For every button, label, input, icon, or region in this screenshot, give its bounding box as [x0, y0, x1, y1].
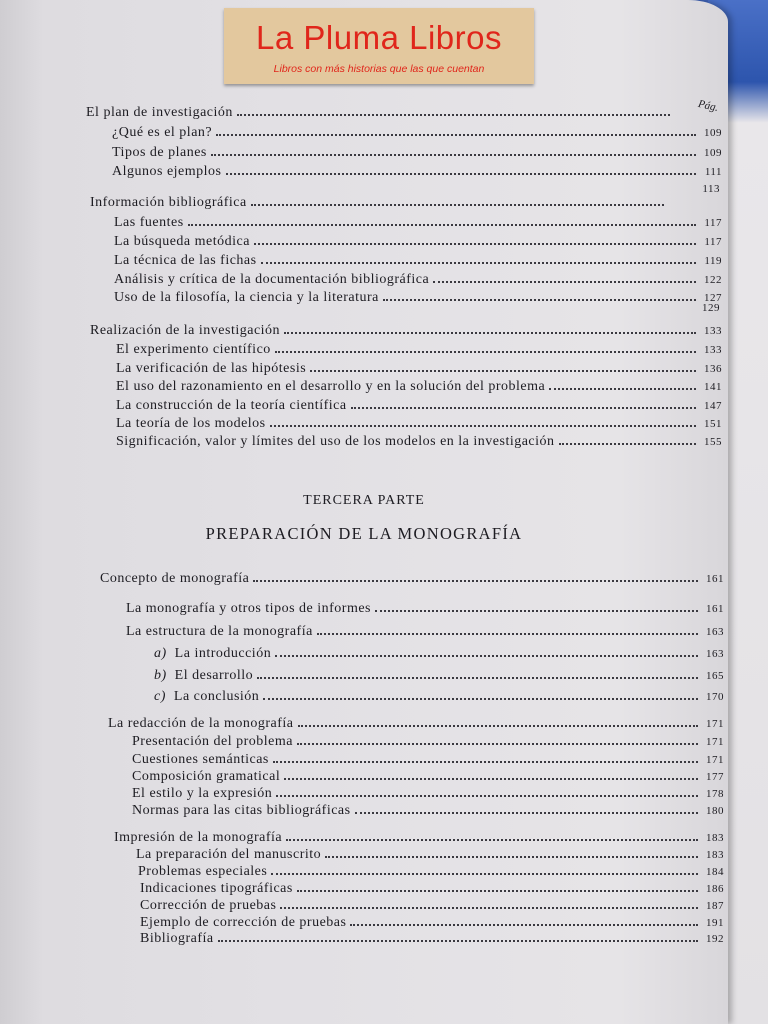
toc-entry: La redacción de la monografía 171: [108, 716, 724, 731]
toc-entry: b) El desarrollo 165: [154, 668, 724, 683]
bookstore-sticker: [224, 8, 534, 84]
toc-entry: Realización de la investigación 133: [90, 323, 722, 338]
toc-entry: La estructura de la monografía 163: [126, 624, 724, 639]
toc-entry: El estilo y la expresión 178: [132, 786, 724, 801]
toc-entry: Indicaciones tipográficas 186: [140, 881, 724, 896]
toc-entry: Cuestiones semánticas 171: [132, 752, 724, 767]
toc-entry: La búsqueda metódica 117: [114, 234, 722, 249]
toc-entry: La monografía y otros tipos de informes 161: [126, 601, 724, 616]
toc-entry: La construcción de la teoría científica 147: [116, 398, 722, 413]
part-label: TERCERA PARTE: [303, 493, 425, 508]
toc-entry: Impresión de la monografía 183: [114, 830, 724, 845]
sticker-brand: La Pluma Libros: [256, 19, 502, 56]
toc-entry: Corrección de pruebas 187: [140, 898, 724, 913]
toc-entry: Análisis y crítica de la documentación bibliográfica 122: [114, 272, 722, 287]
toc-page-number: 113: [702, 183, 720, 195]
toc-entry: El uso del razonamiento en el desarrollo y en la solución del problema 141: [116, 379, 722, 394]
toc-entry: Uso de la filosofía, la ciencia y la literatura 127: [114, 290, 722, 305]
toc-entry: Las fuentes 117: [114, 215, 722, 230]
toc-entry: Significación, valor y límites del uso de los modelos en la investigación 155: [116, 434, 722, 449]
toc-entry: Presentación del problema 171: [132, 734, 724, 749]
sticker-slogan: Libros con más historias que las que cuentan: [273, 63, 485, 75]
toc-entry: La preparación del manuscrito 183: [136, 847, 724, 862]
toc-entry: Normas para las citas bibliográficas 180: [132, 803, 724, 818]
toc-entry: La verificación de las hipótesis 136: [116, 361, 722, 376]
toc-entry: La teoría de los modelos 151: [116, 416, 722, 431]
toc-entry: c) La conclusión 170: [154, 689, 724, 704]
toc-entry: El plan de investigación: [86, 105, 696, 121]
page-column-label: Pág.: [696, 98, 720, 114]
toc-entry: La técnica de las fichas 119: [114, 253, 722, 268]
toc-entry: Bibliografía 192: [140, 931, 724, 946]
toc-entry: Tipos de planes 109: [112, 145, 722, 160]
toc-entry: El experimento científico 133: [116, 342, 722, 357]
toc-entry: Concepto de monografía 161: [100, 571, 724, 586]
toc-entry: a) La introducción 163: [154, 646, 724, 661]
toc-page-number: 129: [702, 302, 720, 314]
toc-entry: ¿Qué es el plan? 109: [112, 125, 722, 140]
toc-entry: Composición gramatical 177: [132, 769, 724, 784]
toc-entry: Información bibliográfica: [90, 195, 690, 211]
part-title: PREPARACIÓN DE LA MONOGRAFÍA: [205, 524, 523, 543]
toc-entry: Algunos ejemplos 111: [112, 164, 722, 179]
toc-entry: Ejemplo de corrección de pruebas 191: [140, 915, 724, 930]
toc-entry: Problemas especiales 184: [138, 864, 724, 879]
